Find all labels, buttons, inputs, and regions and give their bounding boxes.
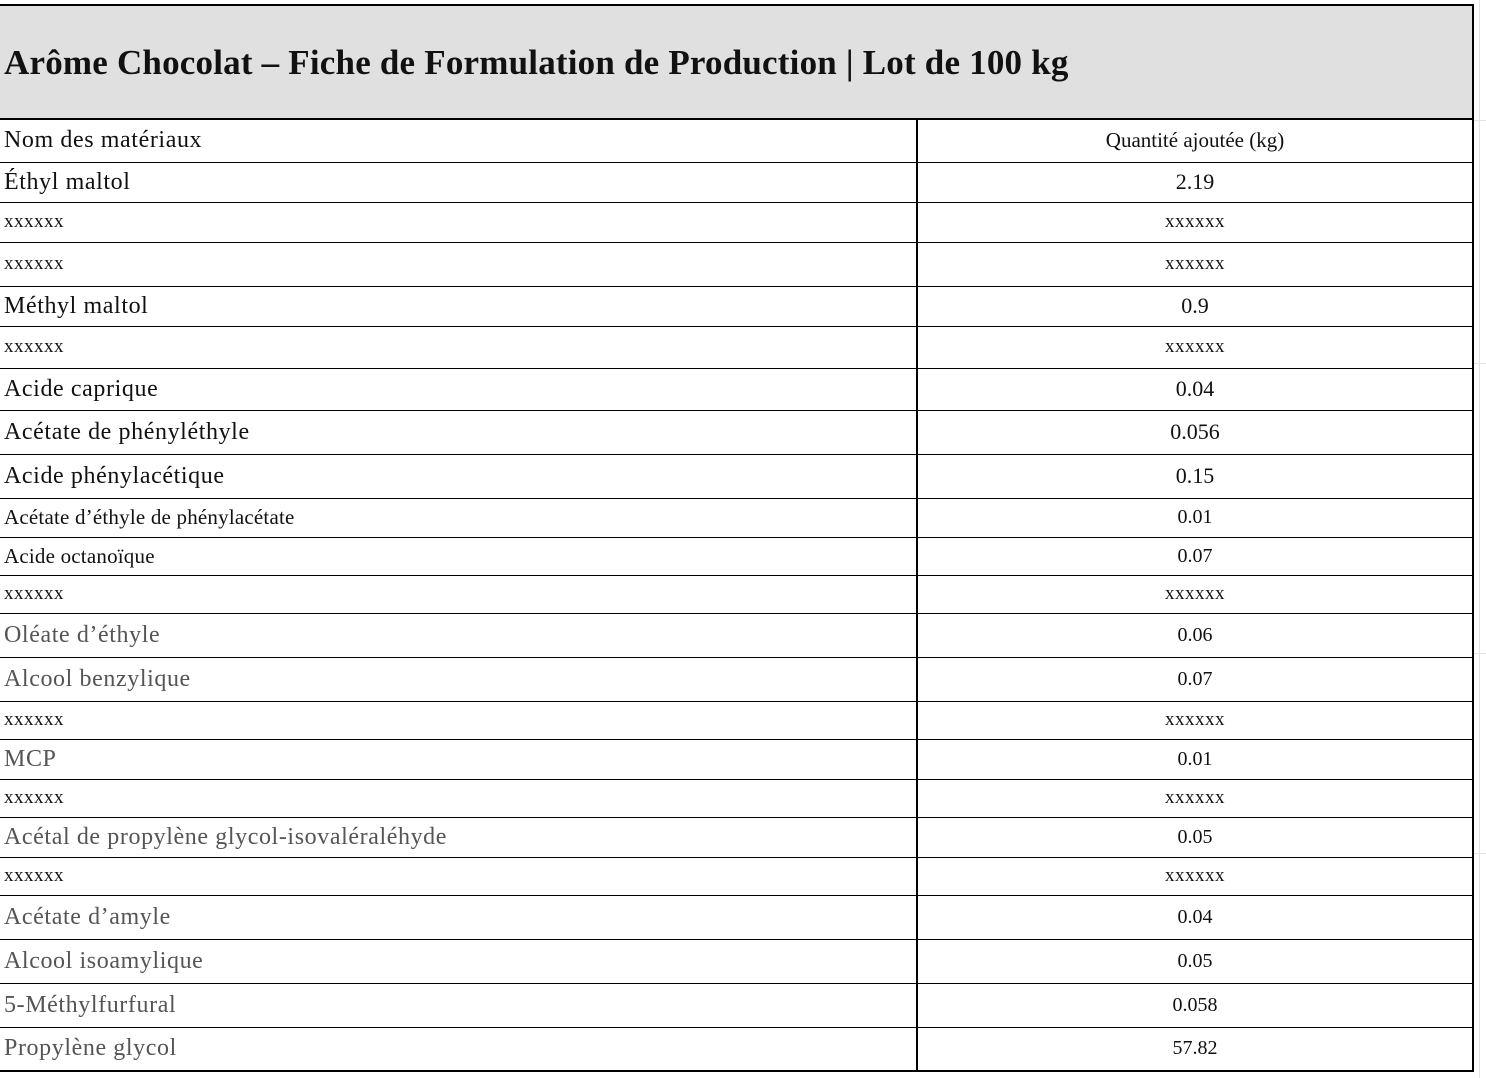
table-row xyxy=(0,701,1472,739)
quantity-cell[interactable]: xxxxxx xyxy=(917,779,1472,817)
quantity-cell[interactable]: 2.19 xyxy=(917,162,1472,202)
sheet-gridline xyxy=(1474,363,1486,364)
material-name-cell[interactable]: MCP xyxy=(0,739,917,779)
material-name-cell[interactable]: Acide octanoïque xyxy=(0,537,917,575)
quantity-cell[interactable]: xxxxxx xyxy=(917,701,1472,739)
material-name-cell[interactable]: Acétal de propylène glycol-isovaléraléhyde xyxy=(0,817,917,857)
material-name-cell[interactable]: 5-Méthylfurfural xyxy=(0,983,917,1027)
table-row xyxy=(0,895,1472,939)
sheet-title: Arôme Chocolat – Fiche de Formulation de Production | Lot de 100 kg xyxy=(4,43,1069,82)
material-name-cell[interactable]: Alcool isoamylique xyxy=(0,939,917,983)
material-name-cell[interactable]: xxxxxx xyxy=(0,242,917,286)
material-name-cell[interactable]: Acide phénylacétique xyxy=(0,454,917,498)
material-name-cell[interactable]: Acétate de phényléthyle xyxy=(0,410,917,454)
table-row xyxy=(0,1027,1472,1070)
formulation-sheet xyxy=(0,4,1474,1072)
material-name-cell[interactable]: Acétate d’amyle xyxy=(0,895,917,939)
material-name-cell[interactable]: Alcool benzylique xyxy=(0,657,917,701)
sheet-gridline xyxy=(1479,0,1480,1078)
column-header-name[interactable]: Nom des matériaux xyxy=(0,120,917,162)
table-row xyxy=(0,575,1472,613)
quantity-cell[interactable]: 0.05 xyxy=(917,817,1472,857)
sheet-gridline xyxy=(1474,853,1486,854)
table-row xyxy=(0,498,1472,537)
material-name-cell[interactable]: Propylène glycol xyxy=(4,1035,177,1062)
table-row xyxy=(0,857,1472,895)
quantity-cell[interactable]: 0.9 xyxy=(917,286,1472,326)
quantity-cell[interactable]: 0.01 xyxy=(917,498,1472,537)
material-name-cell[interactable]: Éthyl maltol xyxy=(0,162,917,202)
quantity-cell[interactable]: 0.07 xyxy=(917,657,1472,701)
material-name-cell[interactable]: xxxxxx xyxy=(0,575,917,613)
table-row xyxy=(0,739,1472,779)
table-row xyxy=(0,983,1472,1027)
material-name-cell[interactable]: xxxxxx xyxy=(0,202,917,242)
quantity-cell[interactable]: 0.058 xyxy=(917,983,1472,1027)
material-name-cell[interactable]: xxxxxx xyxy=(0,326,917,368)
material-name-cell[interactable]: Oléate d’éthyle xyxy=(0,613,917,657)
quantity-cell[interactable]: 0.056 xyxy=(917,410,1472,454)
formulation-table xyxy=(0,120,1472,1070)
quantity-cell[interactable]: 57.82 xyxy=(917,1027,1472,1070)
quantity-cell[interactable]: 0.01 xyxy=(917,739,1472,779)
quantity-cell[interactable]: 0.15 xyxy=(917,454,1472,498)
table-row xyxy=(0,162,1472,202)
table-row xyxy=(0,779,1472,817)
sheet-gridline xyxy=(1474,653,1486,654)
table-row xyxy=(0,368,1472,410)
table-row xyxy=(0,454,1472,498)
material-name-cell[interactable]: xxxxxx xyxy=(0,779,917,817)
table-row xyxy=(0,326,1472,368)
material-name-cell[interactable]: xxxxxx xyxy=(0,857,917,895)
quantity-cell[interactable]: 0.04 xyxy=(917,895,1472,939)
title-bar xyxy=(0,6,1472,120)
material-name-cell[interactable]: xxxxxx xyxy=(0,701,917,739)
table-row xyxy=(0,939,1472,983)
quantity-cell[interactable]: xxxxxx xyxy=(917,202,1472,242)
table-row xyxy=(0,286,1472,326)
header-row xyxy=(0,120,1472,162)
material-name-cell[interactable]: Méthyl maltol xyxy=(0,286,917,326)
quantity-cell[interactable]: xxxxxx xyxy=(917,575,1472,613)
table-row xyxy=(0,202,1472,242)
quantity-cell[interactable]: 0.04 xyxy=(917,368,1472,410)
table-row xyxy=(0,410,1472,454)
sheet-gridline xyxy=(1474,120,1486,121)
quantity-cell[interactable]: 0.05 xyxy=(917,939,1472,983)
material-name-cell[interactable]: Acide caprique xyxy=(0,368,917,410)
quantity-cell[interactable]: xxxxxx xyxy=(917,242,1472,286)
quantity-cell[interactable]: 0.06 xyxy=(917,613,1472,657)
table-row xyxy=(0,242,1472,286)
table-row xyxy=(0,817,1472,857)
table-row xyxy=(0,537,1472,575)
quantity-cell[interactable]: xxxxxx xyxy=(917,857,1472,895)
quantity-cell[interactable]: 0.07 xyxy=(917,537,1472,575)
quantity-cell[interactable]: xxxxxx xyxy=(917,326,1472,368)
column-header-quantity[interactable]: Quantité ajoutée (kg) xyxy=(917,120,1472,162)
table-row xyxy=(0,657,1472,701)
table-row xyxy=(0,613,1472,657)
material-name-cell[interactable]: Acétate d’éthyle de phénylacétate xyxy=(0,498,917,537)
